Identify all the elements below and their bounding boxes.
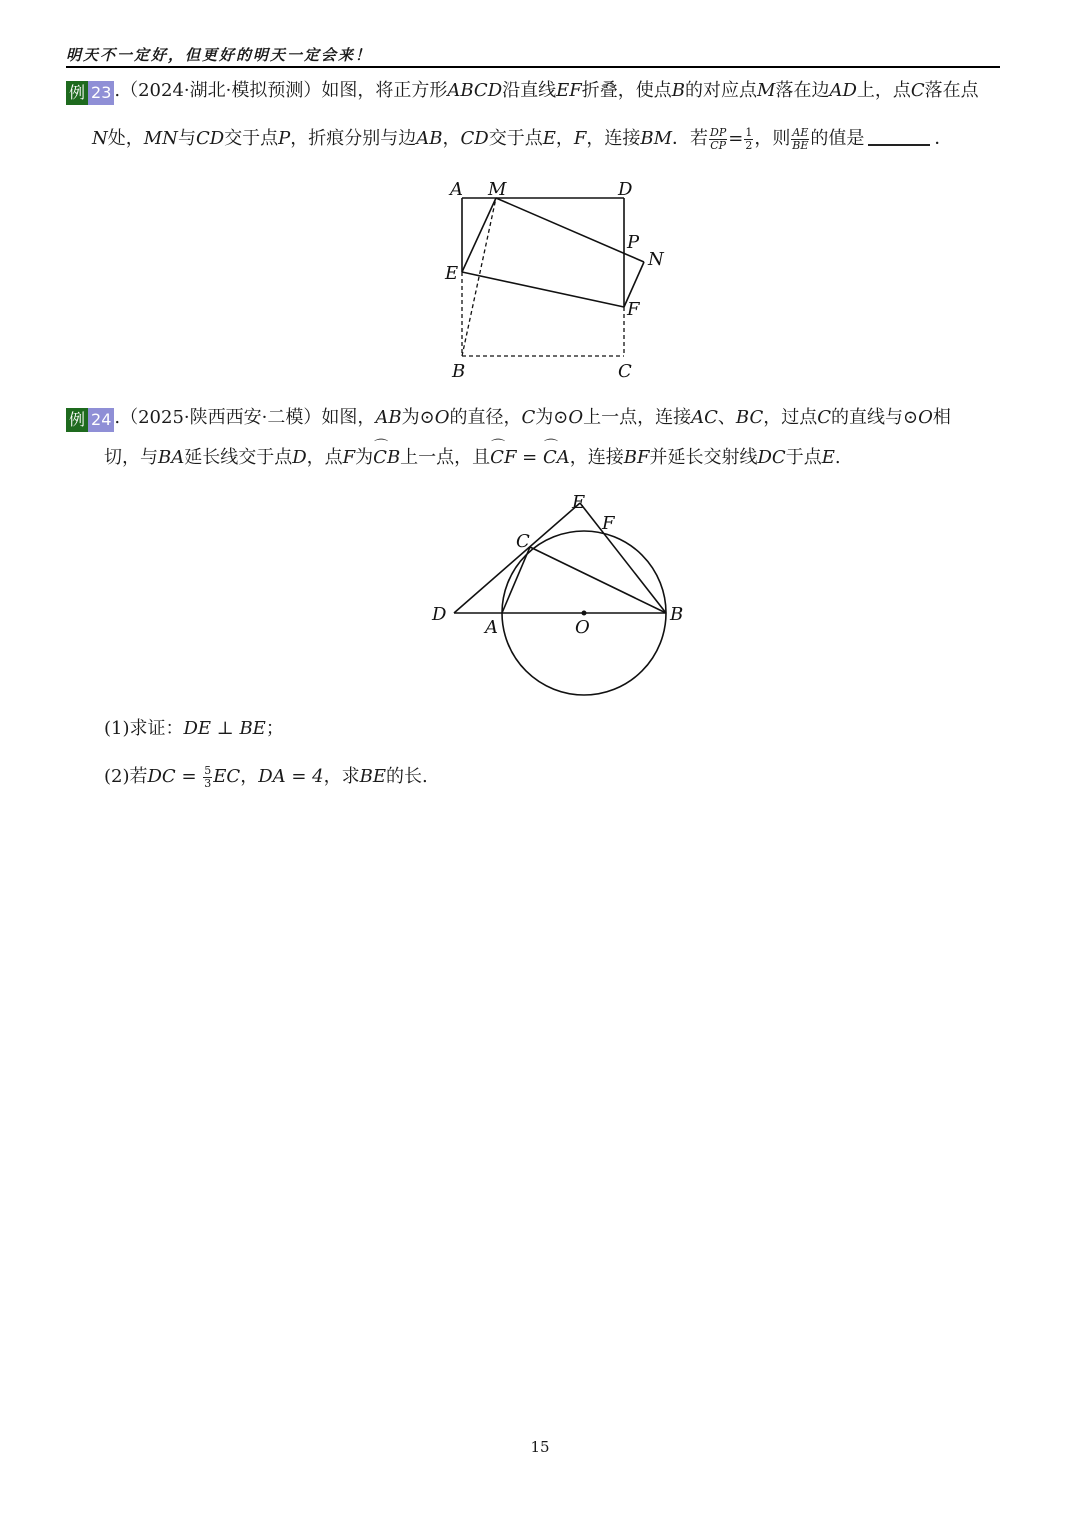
label-D: D — [432, 604, 447, 625]
fraction-ae-be: $\frac{AE}{BE}$ — [792, 125, 809, 152]
page-number: 15 — [530, 1438, 550, 1456]
edge-EM — [462, 198, 496, 272]
label-F: F — [627, 299, 640, 320]
tangent-DE — [454, 503, 580, 613]
label-A: A — [450, 179, 463, 200]
line-BE — [580, 503, 666, 613]
problem-24-tag: 例 24 — [66, 408, 114, 432]
label-B: B — [670, 604, 684, 625]
label-E: E — [445, 263, 459, 284]
fraction-one-half: $\frac{1}{2}$ — [745, 125, 753, 152]
problem-24-source: （2025·陕西西安·二模） — [120, 407, 322, 428]
problem-24-figure — [420, 485, 700, 700]
fraction-dp-cp: $\frac{DP}{CP}$ — [710, 125, 727, 152]
problem-23-line-2: N处，MN与CD交于点P，折痕分别与边AB，CD交于点E，F，连接BM．若 $\frac{DP}{CP}$ = $\frac{1}{2}$ ，则 $\frac{AE}{BE}$ 的值是 ． — [92, 125, 953, 152]
fold-EF — [462, 272, 624, 307]
label-O: O — [575, 617, 590, 638]
label-E: E — [572, 492, 586, 513]
fraction-five-thirds: $\frac{5}{3}$ — [204, 763, 212, 790]
center-dot-O — [582, 611, 587, 616]
label-A: A — [485, 617, 498, 638]
label-C: C — [618, 361, 632, 382]
arc-cb: ⌒ CB — [373, 445, 400, 471]
page-header — [66, 44, 1000, 65]
label-F: F — [602, 513, 615, 534]
header-rule — [66, 66, 1000, 68]
question-1: (1)求证：DE ⊥ BE； — [104, 718, 284, 739]
answer-blank — [868, 144, 930, 146]
label-P: P — [627, 232, 640, 253]
problem-23-tag: 例 23 — [66, 81, 114, 105]
problem-23-line-1: 例 23 .（2024·湖北·模拟预测）如图，将正方形ABCD沿直线EF折叠，使点B的对应点M落在边AD上，点C落在点 — [66, 78, 979, 105]
label-B: B — [452, 361, 466, 382]
dashed-BM — [462, 198, 496, 356]
label-N: N — [648, 249, 664, 270]
label-M: M — [488, 179, 507, 200]
label-D: D — [618, 179, 633, 200]
header-motto: 明天不一定好，但更好的明天一定会来！ — [66, 46, 373, 64]
arc-ca: ⌒ CA — [543, 445, 570, 471]
chord-CB — [530, 547, 666, 613]
question-2: (2)若DC = $\frac{5}{3}$ EC，DA = 4，求BE的长. — [104, 763, 428, 790]
label-C: C — [516, 531, 530, 552]
edge-MN — [496, 198, 644, 262]
arc-cf: ⌒ CF — [490, 445, 516, 471]
chord-AC — [502, 547, 530, 613]
problem-23-source: （2024·湖北·模拟预测） — [120, 80, 322, 101]
problem-24-line-2: 切，与BA延长线交于点D，点F为⌒ CB上一点，且⌒ CF = ⌒ CA，连接BF并延长交射线DC于点E. — [104, 445, 841, 471]
problem-23-figure — [430, 170, 690, 385]
problem-24-line-1: 例 24 .（2025·陕西西安·二模）如图，AB为⊙O的直径，C为⊙O上一点，连接AC、BC，过点C的直线与⊙O相 — [66, 405, 951, 432]
